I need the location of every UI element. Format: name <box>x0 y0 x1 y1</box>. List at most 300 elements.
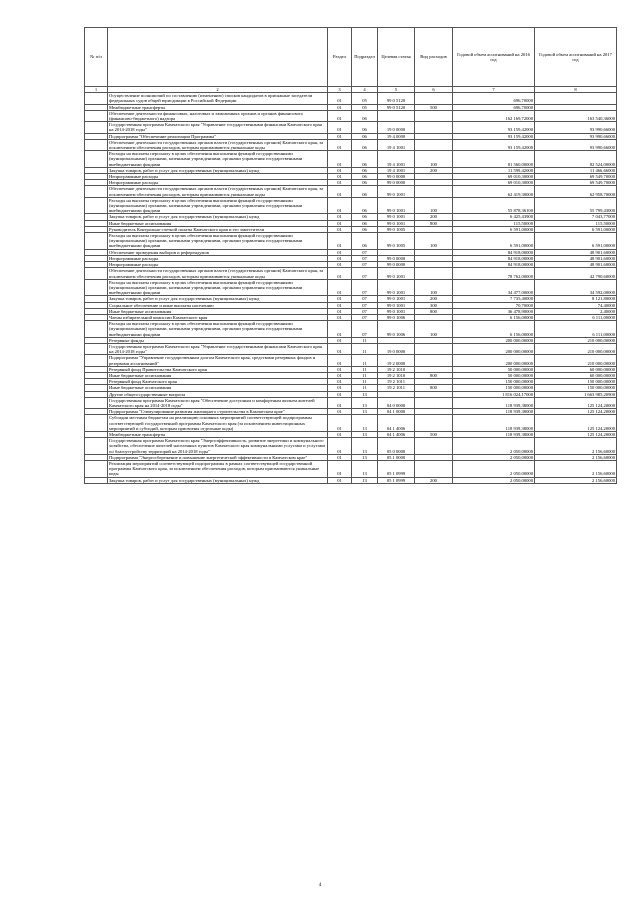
cell-podrazdel: 06 <box>352 139 378 150</box>
cell-2017: 48 901,60000 <box>535 255 617 261</box>
cell-csr: 99 0 1001 <box>378 308 415 314</box>
cell-razdel: 01 <box>328 337 352 343</box>
cell-csr: 99 0 1001 <box>378 197 415 214</box>
cell-name: Руководитель Контрольно-счетной палаты Камчатского края и его заместители <box>108 226 328 232</box>
cell-num <box>85 268 108 279</box>
cell-podrazdel: 13 <box>352 409 378 415</box>
cell-name: Члены избирательной комиссии Камчатского края <box>108 314 328 320</box>
cell-2017: 2 156,60000 <box>535 461 617 478</box>
cell-2017: 2 156,60000 <box>535 454 617 460</box>
cell-vr: 500 <box>415 104 453 110</box>
table-row <box>85 355 617 366</box>
cell-2016: 2 050,00000 <box>453 477 535 483</box>
cell-2016: 6 591,00000 <box>453 226 535 232</box>
cell-podrazdel: 13 <box>352 415 378 432</box>
cell-vr: 200 <box>415 477 453 483</box>
cell-vr <box>415 438 453 455</box>
cell-razdel: 01 <box>328 379 352 385</box>
cell-name: Обеспечение деятельности финансовых, налоговых и таможенных органов и органов финансового (финансово-бюджетного) надзора <box>108 110 328 121</box>
cell-2016: 50 000,00000 <box>453 366 535 372</box>
cell-num <box>85 197 108 214</box>
cell-razdel: 01 <box>328 262 352 268</box>
cell-num <box>85 343 108 354</box>
cell-csr: 05 1 0999 <box>378 461 415 478</box>
cell-vr: 100 <box>415 233 453 250</box>
cell-csr: 19 2 1010 <box>378 372 415 378</box>
cell-podrazdel: 11 <box>352 355 378 366</box>
cell-podrazdel: 11 <box>352 337 378 343</box>
cell-csr: 19 4 1001 <box>378 139 415 150</box>
cell-name: Иные бюджетные ассигнования <box>108 372 328 378</box>
cell-vr: 100 <box>415 321 453 338</box>
cell-2016: 2 050,00000 <box>453 461 535 478</box>
cell-name: Расходы на выплаты персоналу в целях обеспечения выполнения функций государственными (муниципальными) органами, казенными учреждениями, органами управления государственными внебюджетными фондами <box>108 279 328 296</box>
cell-vr: 500 <box>415 431 453 437</box>
cell-podrazdel: 06 <box>352 226 378 232</box>
cell-2017: 125 124,20000 <box>535 397 617 408</box>
cell-name: Закупка товаров, работ и услуг для государственных (муниципальных) нужд <box>108 214 328 220</box>
page-number: 4 <box>318 883 322 888</box>
cell-razdel: 01 <box>328 372 352 378</box>
cell-podrazdel: 06 <box>352 180 378 186</box>
cell-2017: 125 124,20000 <box>535 409 617 415</box>
cell-razdel: 01 <box>328 133 352 139</box>
table-row <box>85 139 617 150</box>
cell-2017: 62 958,70000 <box>535 186 617 197</box>
cell-num <box>85 151 108 168</box>
cell-2016: 118 939,38000 <box>453 409 535 415</box>
col-header-razdel: Раздел <box>328 28 352 87</box>
col-header-2017: Годовой объем ассигнований на 2017 год <box>535 28 617 87</box>
cell-podrazdel: 07 <box>352 302 378 308</box>
table-row <box>85 477 617 483</box>
cell-vr <box>415 110 453 121</box>
cell-razdel: 01 <box>328 197 352 214</box>
cell-podrazdel: 07 <box>352 321 378 338</box>
cell-razdel: 01 <box>328 409 352 415</box>
column-index: 8 <box>535 87 617 93</box>
cell-name: Обеспечение деятельности государственных органов власти (государственных органов) Камчатского края, за исключением обеспечения расходов, которым присваиваются уникальные коды <box>108 186 328 197</box>
cell-podrazdel: 06 <box>352 133 378 139</box>
cell-podrazdel: 07 <box>352 255 378 261</box>
cell-name: Обеспечение деятельности государственных органов власти (государственных органов) Камчатского края, за исключением обеспечения расходов, которым присваиваются уникальные коды <box>108 268 328 279</box>
cell-podrazdel: 07 <box>352 296 378 302</box>
cell-2017: 150 000,00000 <box>535 385 617 391</box>
cell-2016: 84 918,00000 <box>453 249 535 255</box>
cell-2017: 6 111,00000 <box>535 321 617 338</box>
cell-podrazdel: 06 <box>352 167 378 173</box>
cell-2016: 6 425,43900 <box>453 214 535 220</box>
cell-2016: 84 918,00000 <box>453 255 535 261</box>
cell-2016: 93 159,42000 <box>453 133 535 139</box>
cell-num <box>85 321 108 338</box>
cell-2016: 78 762,00000 <box>453 268 535 279</box>
cell-vr <box>415 139 453 150</box>
cell-podrazdel: 06 <box>352 214 378 220</box>
cell-vr: 800 <box>415 220 453 226</box>
cell-csr: 99 0 1005 <box>378 226 415 232</box>
col-header-name <box>108 28 328 87</box>
column-index: 6 <box>415 87 453 93</box>
table-row <box>85 343 617 354</box>
cell-vr <box>415 461 453 478</box>
cell-csr: 19 4 1001 <box>378 151 415 168</box>
table-row <box>85 279 617 296</box>
cell-podrazdel: 07 <box>352 279 378 296</box>
cell-vr <box>415 397 453 408</box>
cell-2016: 2 050,00000 <box>453 438 535 455</box>
cell-csr <box>378 110 415 121</box>
cell-2016: 200 000,00000 <box>453 343 535 354</box>
cell-podrazdel: 06 <box>352 122 378 133</box>
cell-name: Закупка товаров, работ и услуг для государственных (муниципальных) нужд <box>108 477 328 483</box>
cell-podrazdel: 07 <box>352 314 378 320</box>
cell-num <box>85 186 108 197</box>
cell-num <box>85 110 108 121</box>
cell-name: Подпрограмма "Обеспечение реализации Программы" <box>108 133 328 139</box>
table-row <box>85 268 617 279</box>
cell-name: Непрограммные расходы <box>108 174 328 180</box>
cell-2016: 50 000,00000 <box>453 372 535 378</box>
cell-vr: 200 <box>415 296 453 302</box>
table-row <box>85 197 617 214</box>
cell-name: Обеспечение проведения выборов и референдумов <box>108 249 328 255</box>
cell-podrazdel: 13 <box>352 431 378 437</box>
cell-podrazdel: 13 <box>352 397 378 408</box>
cell-2016: 118 939,38000 <box>453 431 535 437</box>
cell-csr: 05 1 0999 <box>378 477 415 483</box>
cell-2017: 125 124,20000 <box>535 415 617 432</box>
cell-podrazdel: 06 <box>352 233 378 250</box>
cell-razdel: 01 <box>328 139 352 150</box>
cell-razdel: 01 <box>328 226 352 232</box>
cell-razdel: 01 <box>328 180 352 186</box>
cell-2016: 55 878,36100 <box>453 197 535 214</box>
cell-razdel: 01 <box>328 151 352 168</box>
cell-podrazdel: 13 <box>352 461 378 478</box>
cell-2016: 69 010,30000 <box>453 174 535 180</box>
cell-csr: 99 0 1001 <box>378 220 415 226</box>
cell-razdel: 01 <box>328 255 352 261</box>
cell-podrazdel: 07 <box>352 262 378 268</box>
cell-vr: 100 <box>415 197 453 214</box>
cell-podrazdel: 13 <box>352 438 378 455</box>
cell-num <box>85 279 108 296</box>
cell-name: Закупка товаров, работ и услуг для государственных (муниципальных) нужд <box>108 296 328 302</box>
cell-razdel: 01 <box>328 220 352 226</box>
cell-name: Иные бюджетные ассигнования <box>108 308 328 314</box>
cell-razdel: 01 <box>328 391 352 397</box>
cell-num <box>85 139 108 150</box>
cell-razdel: 01 <box>328 186 352 197</box>
cell-vr <box>415 268 453 279</box>
cell-name: Межбюджетные трансферты <box>108 431 328 437</box>
cell-name: Обеспечение деятельности государственных органов власти (государственных органов) Камчатского края, за исключением обеспечения расходов, которым присваиваются уникальные коды <box>108 139 328 150</box>
cell-podrazdel: 06 <box>352 151 378 168</box>
cell-2016: 696,70000 <box>453 104 535 110</box>
cell-podrazdel: 06 <box>352 110 378 121</box>
cell-2017: 210 000,00000 <box>535 343 617 354</box>
cell-num <box>85 93 108 104</box>
cell-vr <box>415 122 453 133</box>
cell-razdel: 01 <box>328 355 352 366</box>
cell-vr: 800 <box>415 385 453 391</box>
cell-2016: 696,70000 <box>453 93 535 104</box>
cell-2016: 200 000,00000 <box>453 355 535 366</box>
cell-podrazdel: 06 <box>352 186 378 197</box>
cell-csr: 19 2 1010 <box>378 366 415 372</box>
cell-csr: 99 0 5120 <box>378 93 415 104</box>
cell-num <box>85 233 108 250</box>
cell-2017: 42 790,60000 <box>535 268 617 279</box>
table-row <box>85 186 617 197</box>
cell-podrazdel: 06 <box>352 174 378 180</box>
budget-sheet <box>84 27 616 484</box>
cell-podrazdel: 11 <box>352 379 378 385</box>
cell-csr: 19 0 0000 <box>378 122 415 133</box>
cell-num <box>85 438 108 455</box>
cell-name: Резервный фонд Камчатского края <box>108 379 328 385</box>
table-header-row <box>85 28 617 87</box>
cell-2016: 6 591,00000 <box>453 233 535 250</box>
cell-name: Непрограммные расходы <box>108 262 328 268</box>
cell-2016: 200 000,00000 <box>453 337 535 343</box>
cell-csr: 19 2 1011 <box>378 379 415 385</box>
cell-razdel: 01 <box>328 174 352 180</box>
budget-table <box>84 27 617 484</box>
cell-2016: 36 478,90000 <box>453 308 535 314</box>
cell-2016: 6 156,00000 <box>453 321 535 338</box>
cell-2017: 2 156,60000 <box>535 438 617 455</box>
cell-podrazdel: 11 <box>352 343 378 354</box>
cell-2016: 70,70000 <box>453 302 535 308</box>
cell-vr: 800 <box>415 308 453 314</box>
cell-podrazdel: 13 <box>352 454 378 460</box>
cell-2017: 93 990,66000 <box>535 133 617 139</box>
table-row <box>85 461 617 478</box>
cell-razdel: 01 <box>328 104 352 110</box>
cell-2016: 118 939,38000 <box>453 397 535 408</box>
cell-csr: 05 0 0000 <box>378 438 415 455</box>
cell-2017: 2 156,60000 <box>535 477 617 483</box>
column-index: 2 <box>108 87 328 93</box>
cell-2016: 62 419,30000 <box>453 186 535 197</box>
cell-name: Расходы на выплаты персоналу в целях обеспечения выполнения функций государственными (муниципальными) органами, казенными учреждениями, органами управления государственными внебюджетными фондами <box>108 321 328 338</box>
col-header-csr: Целевая статья <box>378 28 415 87</box>
cell-name: Иные бюджетные ассигнования <box>108 220 328 226</box>
cell-2017: 7 043,77000 <box>535 214 617 220</box>
cell-razdel: 01 <box>328 214 352 220</box>
cell-razdel: 01 <box>328 397 352 408</box>
cell-2016: 118 939,38000 <box>453 415 535 432</box>
cell-2016: 81 560,00000 <box>453 151 535 168</box>
cell-2017: 210 000,00000 <box>535 337 617 343</box>
cell-csr: 99 0 1001 <box>378 268 415 279</box>
cell-2017: 150 000,00000 <box>535 379 617 385</box>
col-header-vr: Вид расходов <box>415 28 453 87</box>
cell-csr: 05 1 0000 <box>378 454 415 460</box>
table-row <box>85 438 617 455</box>
cell-csr: 99 0 1001 <box>378 186 415 197</box>
cell-num <box>85 477 108 483</box>
cell-razdel: 01 <box>328 461 352 478</box>
cell-csr: 99 0 1005 <box>378 233 415 250</box>
cell-csr: 99 0 0000 <box>378 255 415 261</box>
cell-razdel: 01 <box>328 454 352 460</box>
cell-name: Подпрограмма "Энергосбережение и повышение энергетической эффективности в Камчатском крае" <box>108 454 328 460</box>
cell-2017: 93 990,66000 <box>535 139 617 150</box>
cell-name: Иные бюджетные ассигнования <box>108 385 328 391</box>
cell-2017: 2,40000 <box>535 308 617 314</box>
cell-razdel: 01 <box>328 93 352 104</box>
cell-num <box>85 355 108 366</box>
cell-csr: 04 1 0000 <box>378 409 415 415</box>
cell-podrazdel: 07 <box>352 249 378 255</box>
column-index: 4 <box>352 87 378 93</box>
cell-vr: 200 <box>415 214 453 220</box>
cell-2016: 84 918,00000 <box>453 262 535 268</box>
col-header-num: № п/п <box>85 28 108 87</box>
cell-2017: 210 000,00000 <box>535 355 617 366</box>
cell-podrazdel: 07 <box>352 308 378 314</box>
cell-csr: 99 0 0000 <box>378 174 415 180</box>
cell-razdel: 01 <box>328 122 352 133</box>
cell-name: Государственная программа Камчатского края "Энергоэффективность, развитие энергетики и коммунального хозяйства, обеспечение жителей населенных пунктов Камчатского края коммунальными услугами и услугами по благоустройству территорий на 2014-2018 годы" <box>108 438 328 455</box>
cell-2017: 69 549,70000 <box>535 174 617 180</box>
table-row <box>85 93 617 104</box>
cell-vr: 100 <box>415 279 453 296</box>
column-index: 1 <box>85 87 108 93</box>
cell-csr: 19 0 0000 <box>378 343 415 354</box>
cell-vr <box>415 355 453 366</box>
cell-2017: 11 466,66000 <box>535 167 617 173</box>
cell-razdel: 01 <box>328 366 352 372</box>
cell-2016: 93 159,42000 <box>453 122 535 133</box>
cell-2017: 60 000,00000 <box>535 372 617 378</box>
cell-razdel: 01 <box>328 321 352 338</box>
cell-2017: 74,40000 <box>535 302 617 308</box>
cell-podrazdel: 11 <box>352 372 378 378</box>
cell-2016: 162 169,72000 <box>453 110 535 121</box>
cell-2017 <box>535 93 617 104</box>
cell-2016: 93 159,42000 <box>453 139 535 150</box>
cell-razdel: 01 <box>328 431 352 437</box>
cell-2016: 1 816 024,17000 <box>453 391 535 397</box>
cell-name: Подпрограмма "Управление государственным долгом Камчатского края, средствами резервных фондов и резервами ассигнований" <box>108 355 328 366</box>
cell-csr: 04 1 4006 <box>378 415 415 432</box>
cell-2017: 125 124,20000 <box>535 431 617 437</box>
cell-razdel: 01 <box>328 438 352 455</box>
cell-2016: 11 599,42000 <box>453 167 535 173</box>
cell-name: Осуществление полномочий по составлению (изменению) списков кандидатов в присяжные заседатели федеральных судов общей юрисдикции в Российской Федерации <box>108 93 328 104</box>
cell-podrazdel: 05 <box>352 93 378 104</box>
cell-2017: 34 592,00000 <box>535 279 617 296</box>
cell-vr: 200 <box>415 167 453 173</box>
cell-name: Социальное обеспечение и иные выплаты населению <box>108 302 328 308</box>
cell-podrazdel: 05 <box>352 104 378 110</box>
cell-vr <box>415 415 453 432</box>
cell-csr: 19 2 0000 <box>378 355 415 366</box>
cell-podrazdel: 13 <box>352 477 378 483</box>
cell-2017: 48 901,60000 <box>535 262 617 268</box>
cell-name: Закупка товаров, работ и услуг для государственных (муниципальных) нужд <box>108 167 328 173</box>
cell-name: Другие общегосударственные вопросы <box>108 391 328 397</box>
table-body <box>85 93 617 484</box>
col-header-2016: Годовой объем ассигнований на 2016 год <box>453 28 535 87</box>
cell-razdel: 01 <box>328 249 352 255</box>
column-index: 3 <box>328 87 352 93</box>
cell-2017: 69 549,70000 <box>535 180 617 186</box>
cell-2017: 82 524,00000 <box>535 151 617 168</box>
cell-csr: 04 1 4006 <box>378 431 415 437</box>
cell-2017: 1 663 985,20900 <box>535 391 617 397</box>
table-row <box>85 233 617 250</box>
cell-razdel: 01 <box>328 296 352 302</box>
cell-csr: 99 0 1001 <box>378 279 415 296</box>
cell-razdel: 01 <box>328 268 352 279</box>
cell-csr: 99 0 0000 <box>378 262 415 268</box>
cell-podrazdel: 11 <box>352 385 378 391</box>
cell-vr: 800 <box>415 372 453 378</box>
cell-razdel: 01 <box>328 167 352 173</box>
cell-2016: 150 000,00000 <box>453 385 535 391</box>
cell-csr: 99 0 5120 <box>378 104 415 110</box>
cell-name: Подпрограмма "Стимулирование развития жилищного строительства в Камчатском крае" <box>108 409 328 415</box>
cell-2017: 163 540,36000 <box>535 110 617 121</box>
cell-num <box>85 461 108 478</box>
cell-razdel: 01 <box>328 308 352 314</box>
cell-num <box>85 397 108 408</box>
cell-2016: 115,50000 <box>453 220 535 226</box>
cell-name: Реализация мероприятий соответствующей подпрограммы в рамках соответствующей государственной программы Камчатского края, за исключением обеспечения расходов, которым присваиваются уникальные коды <box>108 461 328 478</box>
cell-name: Субсидии местным бюджетам на реализацию основных мероприятий соответствующей подпрограммы соответствующей государственной программы Камчатского края (за исключением инвестиционных мероприятий и субсидий, которым присвоены отдельные коды) <box>108 415 328 432</box>
cell-2016: 34 477,00000 <box>453 279 535 296</box>
cell-csr: 19 4 1001 <box>378 167 415 173</box>
cell-vr <box>415 343 453 354</box>
cell-razdel: 01 <box>328 477 352 483</box>
cell-csr: 99 0 1001 <box>378 296 415 302</box>
cell-name: Расходы на выплаты персоналу в целях обеспечения выполнения функций государственными (муниципальными) органами, казенными учреждениями, органами управления государственными внебюджетными фондами <box>108 151 328 168</box>
table-row <box>85 397 617 408</box>
cell-name: Государственная программа Камчатского края "Обеспечение доступным и комфортным жильем жителей Камчатского края на 2014-2018 годы" <box>108 397 328 408</box>
cell-csr: 99 0 0000 <box>378 180 415 186</box>
cell-2017: 93 990,66000 <box>535 122 617 133</box>
cell-razdel: 01 <box>328 343 352 354</box>
cell-2017: 6 111,00000 <box>535 314 617 320</box>
cell-podrazdel: 11 <box>352 366 378 372</box>
cell-2017: 55 799,43000 <box>535 197 617 214</box>
cell-razdel: 01 <box>328 233 352 250</box>
cell-2016: 7 735,40000 <box>453 296 535 302</box>
cell-razdel: 01 <box>328 415 352 432</box>
cell-razdel: 01 <box>328 302 352 308</box>
cell-podrazdel: 07 <box>352 268 378 279</box>
table-row <box>85 415 617 432</box>
column-index: 7 <box>453 87 535 93</box>
col-header-podrazdel: Подраздел <box>352 28 378 87</box>
cell-name: Государственная программа Камчатского края "Управление государственными финансами Камчатского края на 2014-2018 годы" <box>108 122 328 133</box>
cell-podrazdel: 06 <box>352 197 378 214</box>
table-row <box>85 321 617 338</box>
cell-csr: 19 2 1011 <box>378 385 415 391</box>
cell-podrazdel: 13 <box>352 391 378 397</box>
table-row <box>85 122 617 133</box>
cell-2016: 150 000,00000 <box>453 379 535 385</box>
cell-podrazdel: 06 <box>352 220 378 226</box>
cell-2017: 6 591,00000 <box>535 226 617 232</box>
cell-csr: 19 4 0000 <box>378 133 415 139</box>
cell-name: Межбюджетные трансферты <box>108 104 328 110</box>
